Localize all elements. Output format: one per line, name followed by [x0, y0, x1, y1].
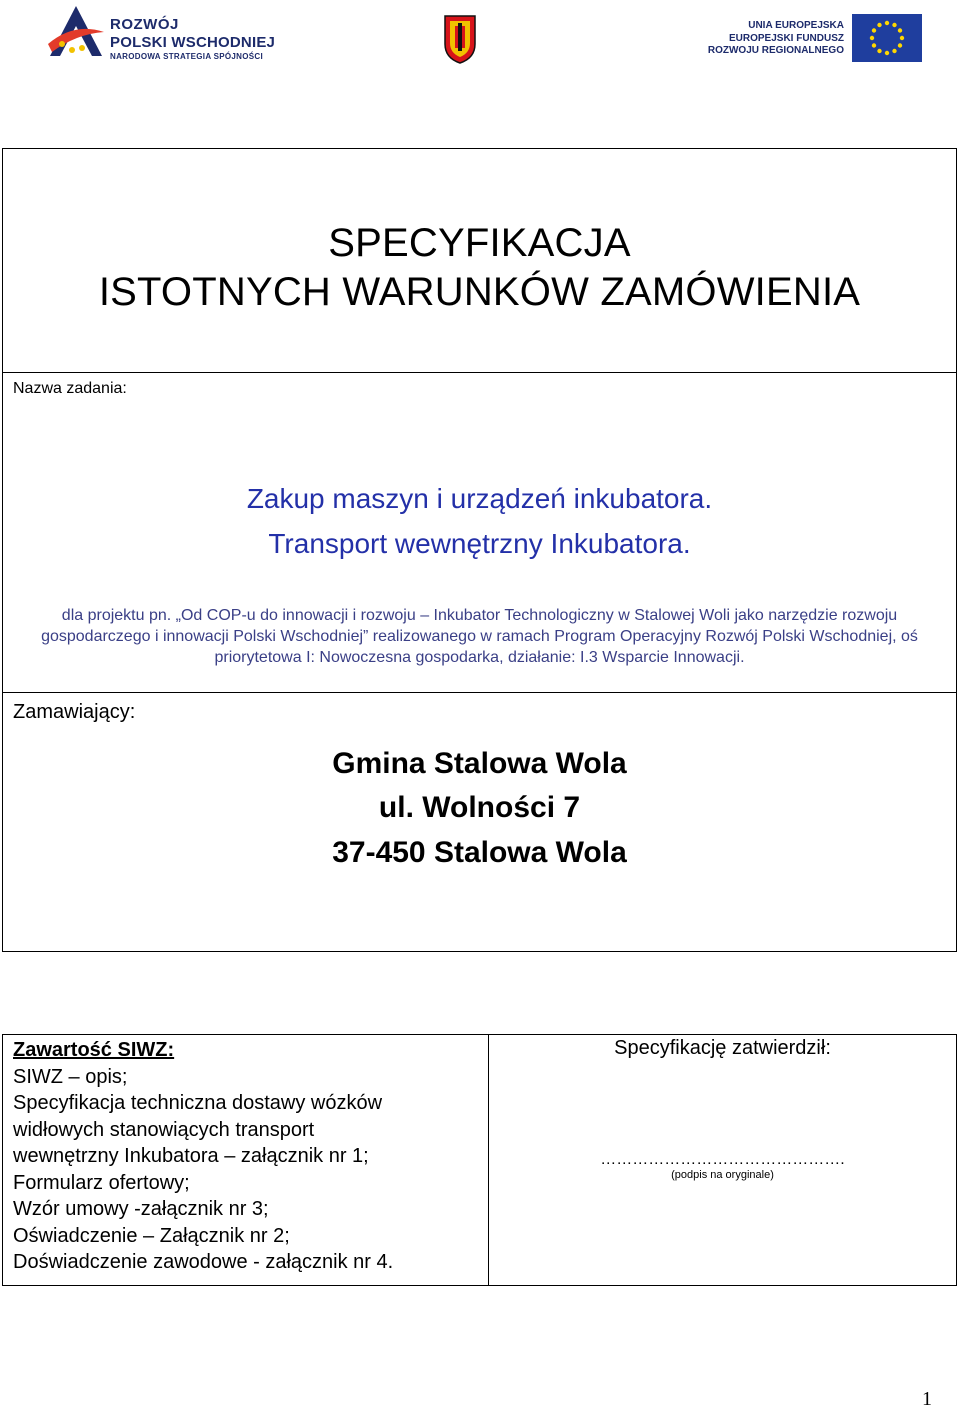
task-cell	[3, 373, 956, 693]
logo-text-line3: NARODOWA STRATEGIA SPÓJNOŚCI	[110, 52, 264, 61]
task-name-line1: Zakup maszyn i urządzeń inkubatora.	[246, 483, 713, 514]
task-label: Nazwa zadania:	[13, 380, 127, 397]
project-description	[21, 605, 938, 668]
contents-approval-table	[2, 1034, 957, 1286]
signature-line: ……………………………………….	[600, 1151, 845, 1168]
title-cell	[3, 149, 956, 373]
list-item: wewnętrzny Inkubatora – załącznik nr 1;	[13, 1145, 369, 1167]
list-item: SIWZ – opis;	[13, 1065, 128, 1088]
document-title-line1: SPECYFIKACJA	[328, 221, 631, 265]
list-item: Specyfikacja techniczna dostawy wózków	[13, 1092, 383, 1114]
list-item: Formularz ofertowy;	[13, 1171, 190, 1194]
client-street: ul. Wolności 7	[378, 791, 581, 824]
contents-cell	[3, 1035, 489, 1285]
specification-header-table	[2, 148, 957, 952]
client-label: Zamawiający:	[13, 701, 136, 723]
project-text: „Od COP-u do innowacji i rozwoju – Inkubator Technologiczny w Stalowej Woli jako narzędzie rozwoju gospodarczego i innowacji Polski Wschodniej” realizowanego w ramach Program Operacyjny Rozwój Polski Wschodniej, oś priorytetowa I: Nowoczesna gospodarka, działanie: I.3 Wsparcie Innowacji.	[41, 607, 918, 666]
project-prefix: dla projektu pn.	[61, 607, 176, 624]
eu-text-line2: EUROPEJSKI FUNDUSZ	[728, 33, 844, 44]
eu-fund-logo	[707, 14, 922, 64]
task-name-line2: Transport wewnętrzny Inkubatora.	[268, 528, 691, 559]
contents-list	[13, 1064, 488, 1276]
eu-text-line3: ROZWOJU REGIONALNEGO	[707, 45, 844, 56]
contents-heading: Zawartość SIWZ:	[13, 1039, 175, 1061]
approval-cell	[489, 1035, 956, 1285]
list-item: Wzór umowy -załącznik nr 3;	[13, 1198, 269, 1220]
list-item: Doświadczenie zawodowe - załącznik nr 4.	[13, 1251, 394, 1273]
logo-text-line1: ROZWÓJ	[110, 16, 179, 33]
client-name: Gmina Stalowa Wola	[332, 747, 627, 780]
stalowa-wola-crest-icon	[443, 14, 477, 64]
rozwoj-polski-wschodniej-logo-icon	[46, 4, 106, 64]
eu-flag-icon	[852, 14, 922, 62]
logo-text-line2: POLSKI WSCHODNIEJ	[110, 34, 276, 51]
client-cell	[3, 693, 956, 951]
stalowa-wola-crest	[443, 14, 477, 64]
client-postal-city: 37-450 Stalowa Wola	[332, 836, 627, 869]
approved-by-label: Specyfikację zatwierdził:	[614, 1037, 831, 1059]
rozwoj-polski-wschodniej-logo	[46, 4, 308, 64]
eu-text-line1: UNIA EUROPEJSKA	[748, 20, 844, 31]
page-number: 1	[922, 1388, 932, 1410]
list-item: Oświadczenie – Załącznik nr 2;	[13, 1224, 290, 1247]
list-item: widłowych stanowiących transport	[13, 1118, 315, 1141]
document-title-line2: ISTOTNYCH WARUNKÓW ZAMÓWIENIA	[98, 270, 861, 314]
signature-note: (podpis na oryginale)	[671, 1169, 774, 1181]
